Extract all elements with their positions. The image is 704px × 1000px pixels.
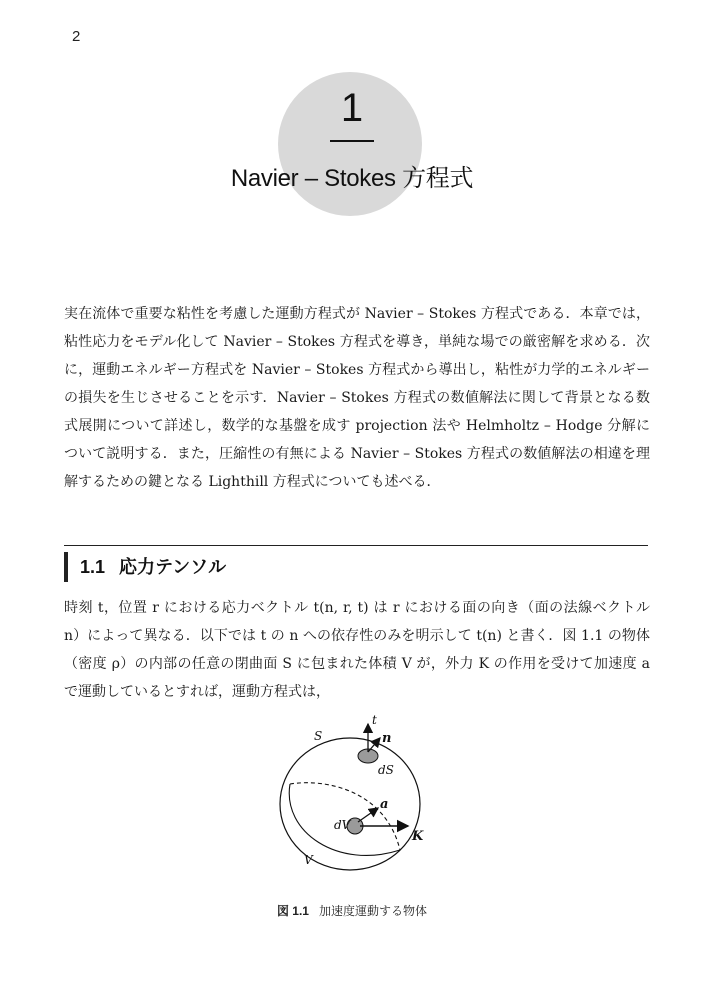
- label-S: S: [314, 729, 323, 743]
- section-body-paragraph: 時刻 t，位置 r における応力ベクトル t(n, r, t) は r における面の向き（面の法線ベクトル n）によって異なる．以下では t の n への依存性のみを明示して t(n) と書く．図 1.1 の物体（密度 ρ）の内部の任意の閉曲面 S に包まれた体積 V が，外力 K の作用を受けて加速度 a で運動しているとすれば，運動方程式は，: [64, 600, 650, 700]
- intro-paragraph: 実在流体で重要な粘性を考慮した運動方程式が Navier – Stokes 方程式である．本章では，粘性応力をモデル化して Navier – Stokes 方程式を導き，単純な場での厳密解を求める．次に，運動エネルギー方程式を Navier – Stokes 方程式から導出し，粘性が力学的エネルギーの損失を生じさせることを示す．Navier – Stokes 方程式の数値解法に関して背景となる数式展開について詳述し，数学的な基盤を成す projection 法や Helmholtz – Hodge 分解について説明する．また，圧縮性の有無による Navier – Stokes 方程式の数値解法の相違を理解するための鍵となる Lighthill 方程式についても述べる．: [64, 306, 650, 490]
- figure-caption: [0, 902, 704, 919]
- label-a: a: [380, 797, 389, 812]
- label-t: t: [372, 713, 377, 727]
- figure-1-1: [268, 712, 448, 882]
- page-number: 2: [72, 28, 81, 45]
- body-diagram: [268, 712, 448, 882]
- section-number: 1.1: [80, 557, 106, 577]
- label-n: n: [382, 731, 392, 746]
- section-heading: [64, 545, 648, 586]
- figure-caption-text: 加速度運動する物体: [319, 904, 428, 918]
- acceleration-arrow: [358, 808, 378, 822]
- label-dV: dV: [334, 818, 351, 832]
- figure-caption-number: 図 1.1: [276, 904, 309, 918]
- label-K: K: [412, 829, 424, 844]
- chapter-rule: [330, 140, 374, 142]
- chapter-number: 1: [340, 86, 364, 130]
- label-dS: dS: [378, 763, 394, 777]
- section-title: 応力テンソル: [119, 557, 227, 577]
- chapter-title: Navier – Stokes 方程式: [230, 165, 474, 192]
- label-V: V: [304, 853, 313, 867]
- volume-back-arc: [290, 783, 400, 850]
- section-heading-text: [80, 554, 226, 580]
- section-heading-bar: [64, 552, 68, 582]
